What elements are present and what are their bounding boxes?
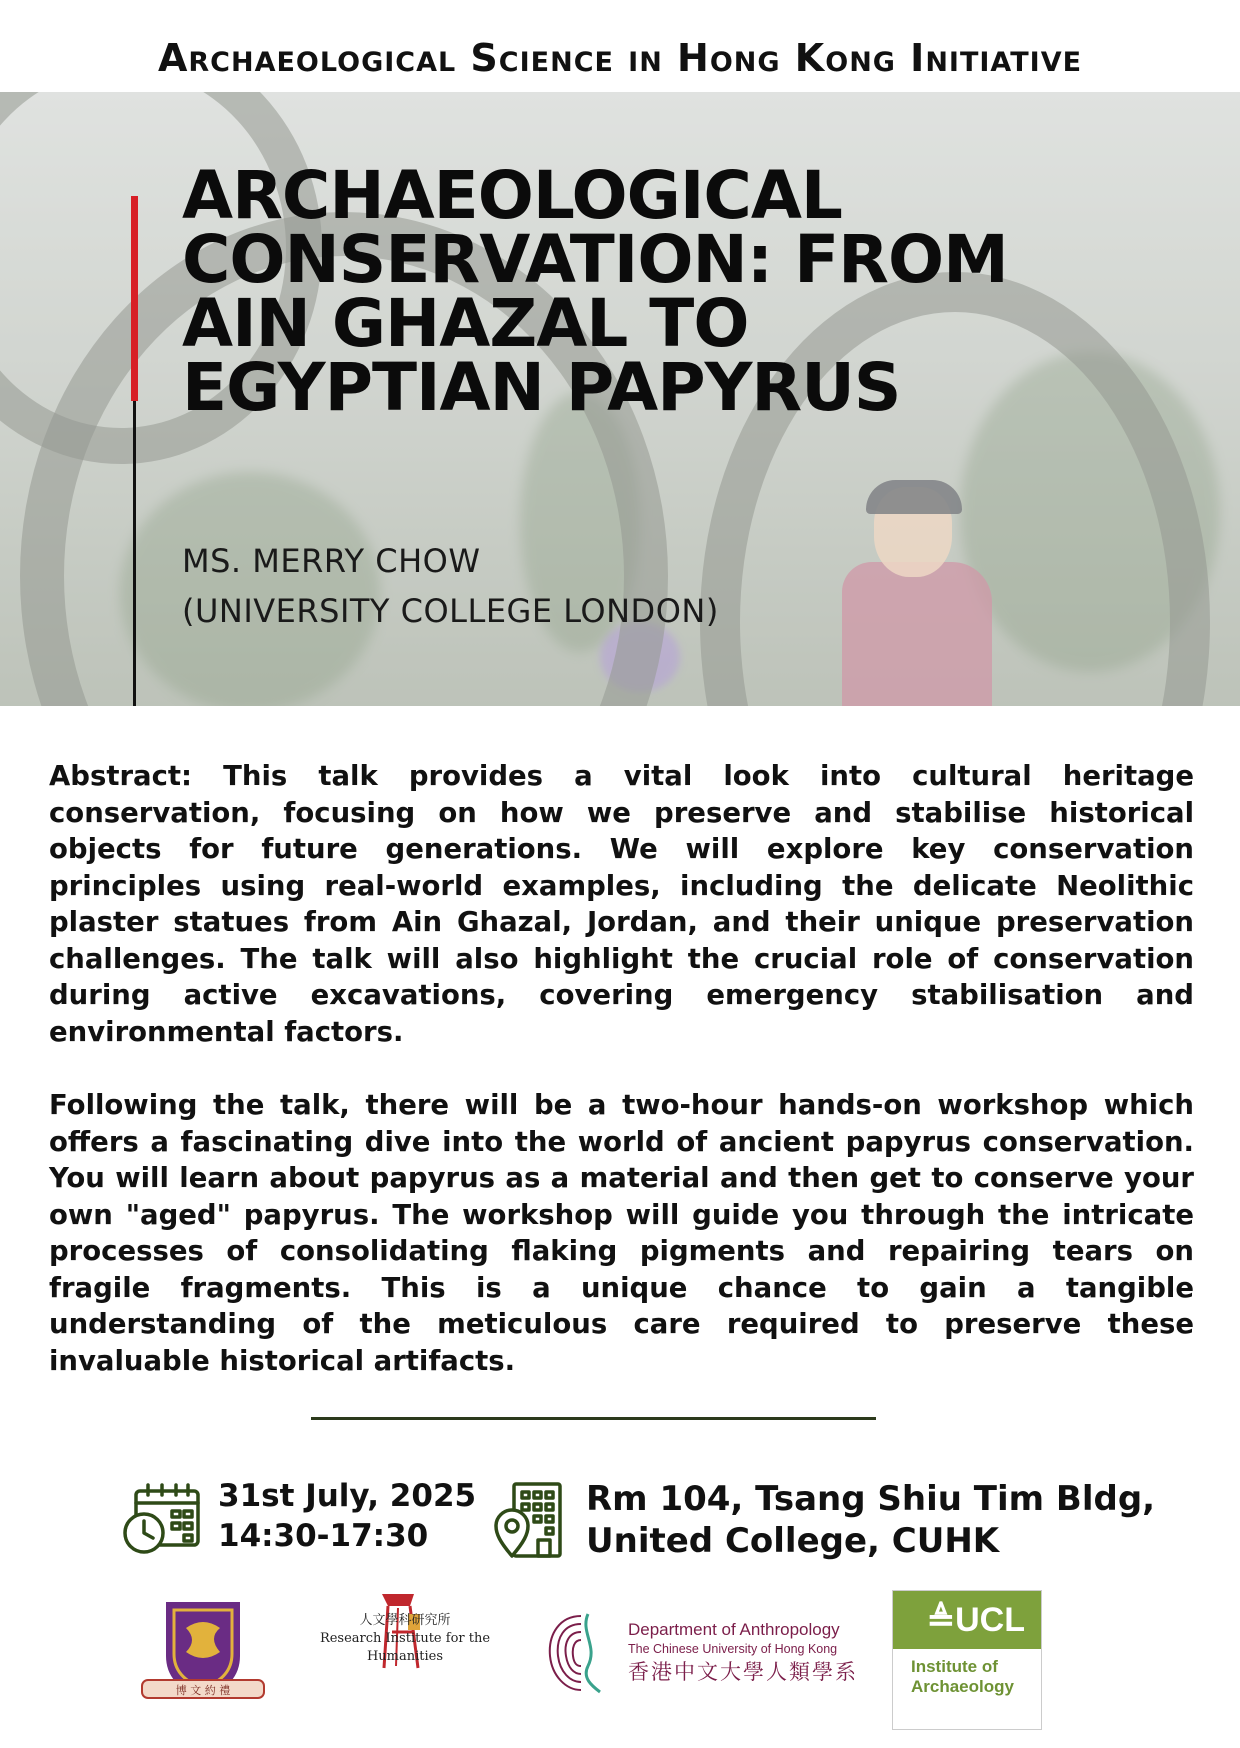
abstract-paragraph-1: Abstract: This talk provides a vital look into cultural heritage conservation, focusing on how we preserve and stabilise historical objects for future generations. We will explore key conservation principles using real-world examples, including the delicate Neolithic plaster statues from Ain Ghazal, Jordan, and their unique preservation challenges. The talk will also highlight the crucial role of conservation during active excavations, covering emergency stabilisation and environmental factors. [49, 760, 1194, 1048]
anthro-line-2: The Chinese University of Hong Kong [628, 1642, 838, 1656]
anthro-line-1: Department of Anthropology [628, 1620, 840, 1639]
title-line: ARCHAEOLOGICAL [182, 157, 842, 234]
ucl-logo [892, 1590, 1042, 1730]
location-line-2: United College, CUHK [586, 1521, 1000, 1561]
event-location [586, 1478, 1155, 1562]
rih-logo-text [300, 1612, 510, 1666]
title-line: EGYPTIAN PAPYRUS [182, 349, 901, 426]
accent-red-bar [131, 196, 138, 401]
rih-chinese: 人文學科研究所 [359, 1613, 451, 1628]
anthropology-logo-text [628, 1620, 858, 1686]
title-line: CONSERVATION: FROM [182, 221, 1008, 298]
building-pin-icon [494, 1480, 566, 1560]
calendar-clock-icon [122, 1483, 204, 1555]
section-divider [311, 1417, 876, 1420]
anthro-chinese: 香港中文大學人類學系 [628, 1660, 858, 1684]
initiative-title: Archaeological Science in Hong Kong Initiative [157, 36, 1083, 80]
ucl-mark: ≜UCL [926, 1601, 1025, 1639]
location-line-1: Rm 104, Tsang Shiu Tim Bldg, [586, 1479, 1156, 1519]
cuhk-emblem [138, 1598, 268, 1704]
rih-english: Research Institute for the Humanities [319, 1631, 491, 1664]
event-date: 31st July, 2025 [218, 1478, 477, 1514]
speaker-name: MS. MERRY CHOW [182, 542, 481, 580]
title-line: AIN GHAZAL TO [182, 285, 749, 362]
speaker-block [182, 536, 719, 636]
abstract-paragraph-2: Following the talk, there will be a two-hour hands-on workshop which offers a fascinating dive into the world of ancient papyrus conservation. You will learn about papyrus as a material and then get to conserve your own "aged" papyrus. The workshop will guide you through the intricate processes of consolidating flaking pigments and repairing tears on fragile fragments. This is a unique chance to gain a tangible understanding of the meticulous care required to preserve these invaluable historical artifacts. [49, 1089, 1194, 1377]
ucl-institute: Institute of Archaeology [911, 1657, 1014, 1696]
anthropology-fingerprint-icon [540, 1606, 622, 1696]
event-date-time [218, 1476, 476, 1556]
talk-title [182, 157, 1102, 426]
event-time: 14:30-17:30 [218, 1518, 429, 1554]
svg-text:博 文 約 禮: 博 文 約 禮 [175, 1684, 231, 1697]
accent-black-bar [133, 401, 136, 706]
speaker-affiliation: (UNIVERSITY COLLEGE LONDON) [182, 592, 719, 630]
